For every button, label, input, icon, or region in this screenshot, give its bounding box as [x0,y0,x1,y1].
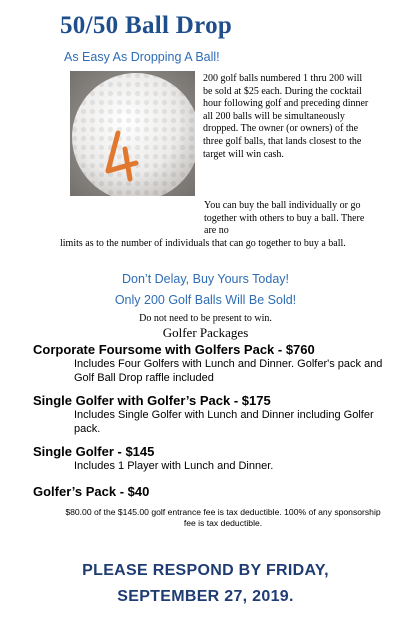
callout-limited: Only 200 Golf Balls Will Be Sold! [114,293,297,307]
package-description: Includes 1 Player with Lunch and Dinner. [74,460,274,472]
page-subtitle: As Easy As Dropping A Ball! [64,50,220,64]
tax-deduction-note: $80.00 of the $145.00 golf entrance fee is tax deductible. 100% of any sponsorship fee is tax deductible. [65,507,381,528]
callout-buy-today: Don’t Delay, Buy Yours Today! [122,272,289,286]
package-title: Single Golfer - $145 [33,444,155,459]
packages-heading: Golfer Packages [162,325,249,340]
package-description: Includes Single Golfer with Lunch and Dinner including Golfer pack. [74,409,374,435]
golf-ball-photo [70,71,195,196]
intro-paragraph-2: You can buy the ball individually or go together with others to buy a ball. There are no [204,200,365,237]
respond-deadline-line1: PLEASE RESPOND BY FRIDAY, [82,562,329,579]
package-description: Includes Four Golfers with Lunch and Dinner. Golfer's pack and Golf Ball Drop raffle included [74,358,383,384]
package-title: Single Golfer with Golfer’s Pack - $175 [33,393,271,408]
intro-paragraph: 200 golf balls numbered 1 thru 200 will be sold at $25 each. During the cocktail hour following golf and preceding dinner all 200 balls will be simultaneously dropped. The owner (or owners) of the three golf balls, that lands closest to the target will win cash. [203,73,369,160]
respond-deadline-line2: SEPTEMBER 27, 2019. [117,588,294,605]
page-title: 50/50 Ball Drop [60,12,233,39]
golf-ball-icon [70,71,195,196]
package-title: Golfer’s Pack - $40 [33,484,150,499]
intro-paragraph-2-continued: limits as to the number of individuals that can go together to buy a ball. [60,238,346,249]
package-title: Corporate Foursome with Golfers Pack - $760 [33,342,315,357]
presence-notice: Do not need to be present to win. [139,313,272,324]
